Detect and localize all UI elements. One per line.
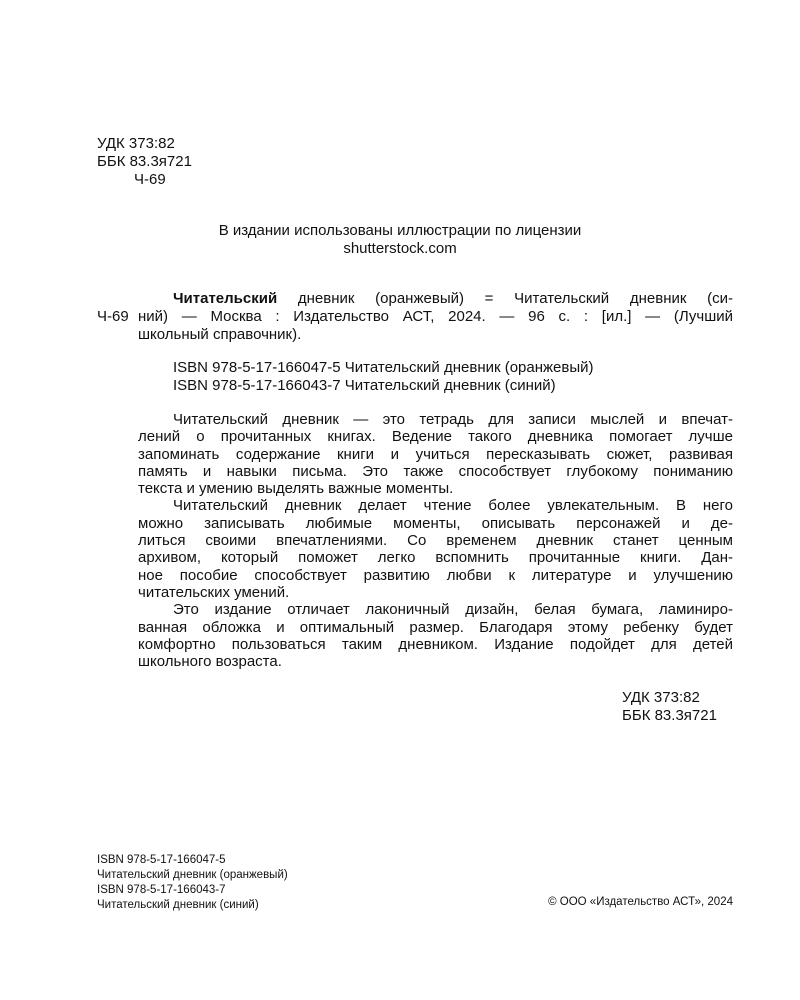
catalog-isbn-1: ISBN 978-5-17-166047-5 Читательский дневник (оранжевый) xyxy=(173,359,594,376)
author-mark: Ч-69 xyxy=(134,171,166,188)
annotation-line: литься своими впечатлениями. Со временем дневник станет ценным xyxy=(138,532,733,550)
classification-codes-bottom xyxy=(622,689,717,725)
catalog-line-2: ний) — Москва : Издательство АСТ, 2024. — 96 с. : [ил.] — (Лучший xyxy=(138,308,733,325)
catalog-line-3: школьный справочник). xyxy=(138,326,302,343)
udk-code: УДК 373:82 xyxy=(97,135,175,152)
annotation-line: текста и умению выделять важные моменты. xyxy=(138,480,454,498)
annotation-line: лений о прочитанных книгах. Ведение такого дневника помогает лучше xyxy=(138,428,733,446)
bbk-code: ББК 83.3я721 xyxy=(97,153,192,170)
catalog-line-1 xyxy=(138,290,733,308)
footer-isbn-2-title: Читательский дневник (синий) xyxy=(97,899,259,911)
catalog-isbn-list xyxy=(173,359,594,395)
catalog-line-1-rest: дневник (оранжевый) = Читательский дневник (си- xyxy=(277,290,733,307)
license-note xyxy=(0,222,800,258)
copyright-notice: © ООО «Издательство АСТ», 2024 xyxy=(548,896,733,908)
footer-isbn-1-title: Читательский дневник (оранжевый) xyxy=(97,869,288,881)
annotation-line: школьного возраста. xyxy=(138,653,282,671)
footer-isbn-1: ISBN 978-5-17-166047-5 xyxy=(97,854,226,866)
annotation-line: комфортно пользоваться таким дневником. Издание подойдет для детей xyxy=(138,635,733,653)
footer-isbn-list xyxy=(97,853,288,913)
annotation-line: ванная обложка и оптимальный размер. Благодаря этому ребенку будет xyxy=(138,618,733,636)
bbk-code-bottom: ББК 83.3я721 xyxy=(622,707,717,724)
catalog-entry xyxy=(138,290,733,344)
annotation-line: Читательский дневник делает чтение более увлекательным. В него xyxy=(173,497,733,515)
annotation-line: читательских умений. xyxy=(138,583,290,601)
udk-code-bottom: УДК 373:82 xyxy=(622,689,700,706)
catalog-title-bold: Читательский xyxy=(173,290,278,307)
license-note-line1: В издании использованы иллюстрации по лицензии xyxy=(218,222,582,239)
catalog-author-mark: Ч-69 xyxy=(97,308,129,325)
annotation-line: запоминать содержание книги и учиться пересказывать сюжет, развивая xyxy=(138,445,733,463)
annotation-line: Это издание отличает лаконичный дизайн, белая бумага, ламиниро- xyxy=(173,601,733,619)
annotation-line: архивом, который поможет легко вспомнить прочитанные книги. Дан- xyxy=(138,549,733,567)
footer-isbn-2: ISBN 978-5-17-166043-7 xyxy=(97,884,226,896)
annotation-line: можно записывать любимые моменты, описывать персонажей и де- xyxy=(138,514,733,532)
annotation xyxy=(138,411,733,670)
license-note-line2: shutterstock.com xyxy=(343,240,457,257)
classification-codes-top xyxy=(97,135,192,189)
catalog-isbn-2: ISBN 978-5-17-166043-7 Читательский дневник (синий) xyxy=(173,377,556,394)
annotation-line: ное пособие способствует развитию любви к литературе и улучшению xyxy=(138,566,733,584)
annotation-line: Читательский дневник — это тетрадь для записи мыслей и впечат- xyxy=(173,411,733,428)
annotation-line: память и навыки письма. Это также способствует глубокому пониманию xyxy=(138,462,733,480)
